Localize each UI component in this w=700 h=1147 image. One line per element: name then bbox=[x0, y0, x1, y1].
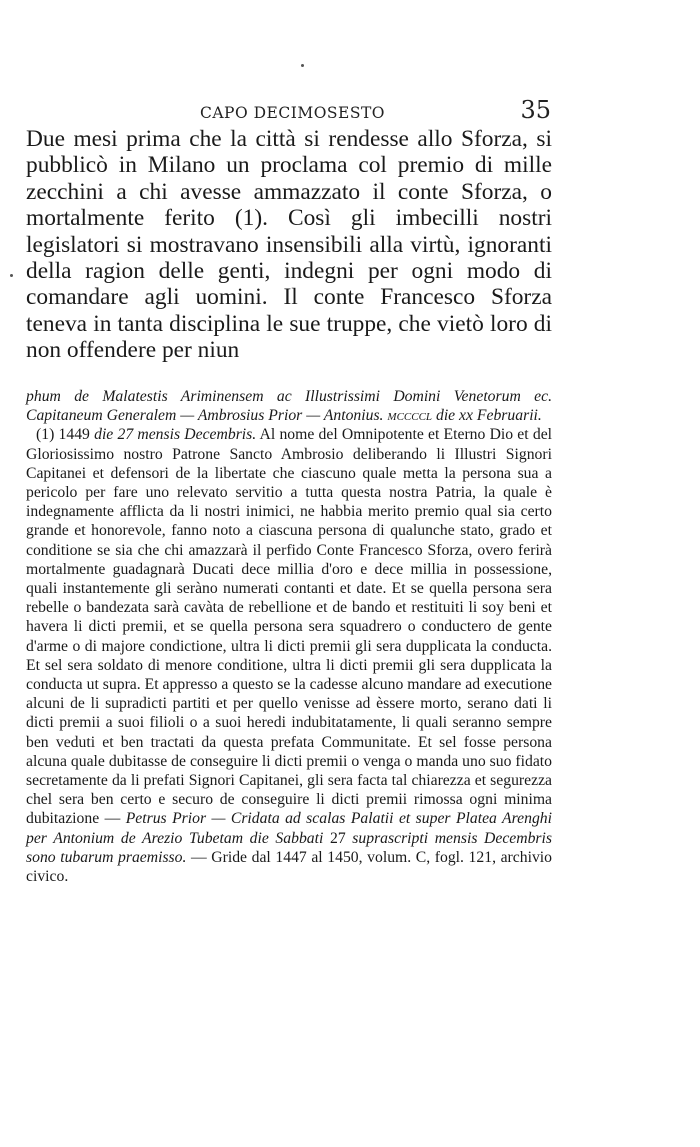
running-title: CAPO DECIMOSESTO bbox=[200, 104, 386, 122]
footnote-1 bbox=[26, 425, 552, 886]
page-number: 35 bbox=[520, 96, 551, 124]
main-paragraph: Due mesi prima che la città si rendesse allo Sforza, si pubblicò in Milano un proclama col premio di mille zecchini a chi avesse ammazzato il conte Sforza, o mortalmente ferito (1). Così gli imbecilli nostri legislatori si mostravano insensibili alla virtù, ignoranti della ragion delle genti, indegni per ogni modo di comandare agli uomini. Il conte Francesco Sforza teneva in tanta disciplina le sue truppe, che vietò loro di non offendere per niun bbox=[26, 126, 552, 364]
footnotes-block bbox=[26, 387, 552, 886]
footnote-date: die 27 mensis Decembris. bbox=[94, 426, 257, 444]
footnote-body: Al nome del Omnipotente et Eterno Dio et del Gloriosissimo nostro Patrone Sancto Ambrosio deliberando li Illustri Signori Capitanei et defensori de la libertate che ciascuno quale metta la persona sua a pericolo per fare uno relevato servitio a tutta questa nostra Patria, la quale è indegnamente afflicta da li nostri inimici, ne habbia merito premio qual sia certo grande et honorevole, fanno noto a ciascuna persona di qualunche stato, grado et conditione se sia che chi amazzarà il perfido Conte Francesco Sforza, overo ferirà mortalmente guadagnarà Ducati dece millia d'oro e dece millia in possessione, quali instantemente gli seràno numerati contanti et date. Et se quella persona sera rebelle o bandezata sarà cavàta de rebellione et de bando et restituiti li soy beni et havera li dicti premii, et se quella persona sera squadrero o conductero de gente d'arme o di majore condictione, ultra li dicti premii gli sera dupplicata la conducta. Et sel sera soldato di menore conditione, ultra li dicti premii gli sera dupplicata la conducta ut supra. Et appresso a questo se la cadesse alcuno mandare ad executione alcuni de li supradicti partiti et per quello venisse ad èssere morto, serano dati li dicti premii a suoi filioli o a suoi heredi indubitatamente, li quali seranno sempre ben veduti et ben tractati da questa prefata Communitate. Et sel fosse persona alcuna quale dubitasse de conseguire li dicti premii o venga o manda uno suo fidato secretamente da li prefati Signori Capitanei, gli sera facta tal chiarezza et segurezza chel sera ben certo e securo de conseguire li dicti premii rimossa ogni minima dubitazione — bbox=[26, 426, 553, 828]
footnote-day-number: 27 bbox=[329, 829, 346, 847]
footnote-year: 1449 bbox=[58, 426, 90, 444]
footnote-continuation-date: die xx Februarii. bbox=[432, 407, 542, 425]
footnote-year-mark: mccccl bbox=[387, 407, 433, 425]
footnote-marker: (1) bbox=[36, 426, 55, 444]
margin-mark-dot bbox=[10, 274, 13, 277]
printer-mark-dot bbox=[301, 64, 304, 67]
footnote-continuation bbox=[26, 387, 552, 425]
footnote-proclamation-note: suprascripti mensis Decembris sono tubarum praemisso. bbox=[26, 829, 552, 866]
footnote-signature: Petrus Prior — Cridata ad scalas Palatii et super Platea Arenghi per Antonium de Arezio Tubetam die Sabbati bbox=[26, 810, 552, 847]
footnote-continuation-text: phum de Malatestis Ariminensem ac Illustrissimi Domini Venetorum ec. Capitaneum Generalem — Ambrosius Prior — Antonius. bbox=[26, 388, 552, 425]
footnote-source: — Gride dal 1447 al 1450, volum. C, fogl. 121, archivio civico. bbox=[26, 848, 552, 886]
